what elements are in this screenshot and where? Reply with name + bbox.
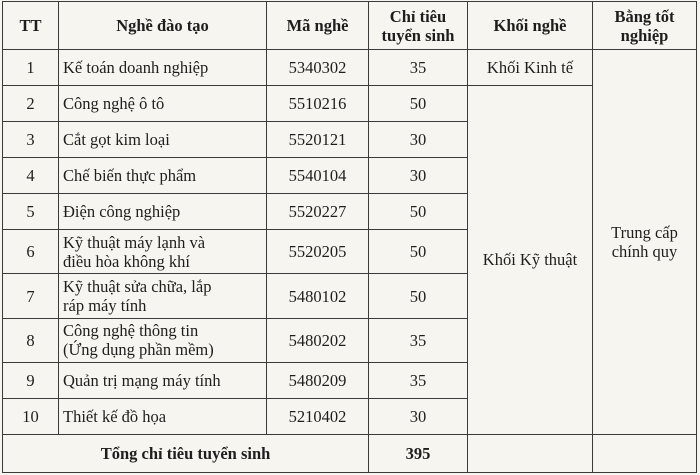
enrollment-table (2, 1, 697, 473)
total-row (3, 434, 697, 472)
cell-nghe: Cắt gọt kim loại (59, 122, 267, 158)
table-row (3, 50, 697, 86)
cell-ma: 5480202 (267, 318, 369, 362)
total-value: 395 (369, 434, 468, 472)
cell-nghe: Kỹ thuật sửa chữa, lắp ráp máy tính (59, 274, 267, 318)
cell-tt: 8 (3, 318, 59, 362)
cell-chitieu: 50 (369, 230, 468, 274)
cell-tt: 4 (3, 158, 59, 194)
cell-tt: 9 (3, 362, 59, 398)
cell-tt: 2 (3, 86, 59, 122)
cell-nghe: Kế toán doanh nghiệp (59, 50, 267, 86)
cell-khoi-kythuat: Khối Kỹ thuật (468, 86, 593, 435)
cell-nghe: Công nghệ ô tô (59, 86, 267, 122)
cell-nghe: Chế biến thực phẩm (59, 158, 267, 194)
cell-chitieu: 35 (369, 50, 468, 86)
cell-bang: Trung cấp chính quy (593, 50, 697, 435)
total-empty-cell (593, 434, 697, 472)
cell-tt: 7 (3, 274, 59, 318)
cell-ma: 5510216 (267, 86, 369, 122)
cell-ma: 5210402 (267, 398, 369, 434)
cell-ma: 5340302 (267, 50, 369, 86)
cell-khoi-kinhte: Khối Kinh tế (468, 50, 593, 86)
cell-tt: 1 (3, 50, 59, 86)
header-tt: TT (3, 2, 59, 50)
cell-chitieu: 35 (369, 318, 468, 362)
cell-ma: 5480102 (267, 274, 369, 318)
cell-ma: 5540104 (267, 158, 369, 194)
cell-tt: 3 (3, 122, 59, 158)
cell-tt: 10 (3, 398, 59, 434)
cell-nghe: Thiết kế đồ họa (59, 398, 267, 434)
cell-chitieu: 30 (369, 158, 468, 194)
header-nghe: Nghề đào tạo (59, 2, 267, 50)
cell-tt: 6 (3, 230, 59, 274)
header-ma: Mã nghề (267, 2, 369, 50)
cell-ma: 5520121 (267, 122, 369, 158)
cell-ma: 5520227 (267, 194, 369, 230)
cell-nghe: Kỹ thuật máy lạnh và điều hòa không khí (59, 230, 267, 274)
cell-chitieu: 35 (369, 362, 468, 398)
header-row (3, 2, 697, 50)
header-khoi: Khối nghề (468, 2, 593, 50)
cell-ma: 5520205 (267, 230, 369, 274)
cell-chitieu: 50 (369, 194, 468, 230)
cell-nghe: Công nghệ thông tin (Ứng dụng phần mềm) (59, 318, 267, 362)
cell-chitieu: 30 (369, 398, 468, 434)
cell-tt: 5 (3, 194, 59, 230)
header-chitieu: Chỉ tiêu tuyển sinh (369, 2, 468, 50)
cell-nghe: Quản trị mạng máy tính (59, 362, 267, 398)
cell-chitieu: 50 (369, 86, 468, 122)
cell-chitieu: 30 (369, 122, 468, 158)
total-empty-cell (468, 434, 593, 472)
total-label: Tổng chỉ tiêu tuyển sinh (3, 434, 369, 472)
header-bang: Bằng tốt nghiệp (593, 2, 697, 50)
cell-chitieu: 50 (369, 274, 468, 318)
cell-nghe: Điện công nghiệp (59, 194, 267, 230)
table-row (3, 86, 697, 122)
cell-ma: 5480209 (267, 362, 369, 398)
